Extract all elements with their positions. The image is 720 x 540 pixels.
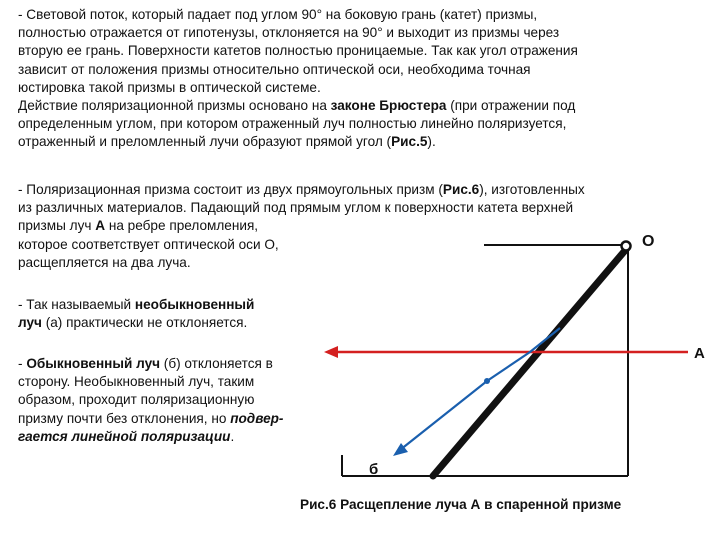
p1-line-3: вторую ее грань. Поверхности катетов полностью проницаемые. Так как угол отражения <box>18 43 578 59</box>
p1-line-8-start: отраженный и преломленный лучи образуют прямой угол ( <box>18 134 392 150</box>
label-b: б <box>369 461 379 478</box>
ray-a <box>324 346 688 358</box>
p2-line-1-end: ), изготовленных <box>479 182 585 197</box>
ray-b <box>393 328 560 456</box>
p3-end: (а) практически не отклоняется. <box>41 315 248 331</box>
ray-b-refraction-point <box>484 378 490 384</box>
ordinary-ray-term: Обыкновенный луч <box>26 356 161 371</box>
p4-line-2: сторону. Необыкновенный луч, таким <box>18 374 255 390</box>
p1-line-4: зависит от положения призмы относительно оптической оси, необходима точная <box>18 61 531 77</box>
p2-line-5: расщепляется на два луча. <box>18 254 191 270</box>
fig5-reference: Рис.5 <box>391 134 428 150</box>
p2-line-2: из различных материалов. Падающий под прямым углом к поверхности катета верхней <box>18 200 574 216</box>
extraordinary-term: необыкновенный <box>134 297 255 312</box>
p4-line-5-end: . <box>230 428 235 444</box>
optical-axis-dot <box>622 242 631 251</box>
p4-line-4-start: призму почти без отклонения, но <box>18 410 231 426</box>
prism-frame <box>342 245 628 476</box>
ray-a-arrowhead <box>324 346 338 358</box>
p2-line-3-end: на ребре преломления, <box>105 218 259 234</box>
ray-b-line <box>400 328 560 450</box>
p4-start: - <box>18 356 27 371</box>
p1-line-6-end: (при отражении под <box>446 98 576 114</box>
label-a: А <box>694 345 705 362</box>
brewster-law-term: законе Брюстера <box>330 98 447 114</box>
p3-start: - Так называемый <box>18 297 135 312</box>
p1-line-5: юстировка такой призмы в оптической системе. <box>18 79 321 95</box>
fig6-reference: Рис.6 <box>442 182 480 197</box>
p4-line-3: образом, проходит поляризационную <box>18 392 255 408</box>
p1-line-6-start: Действие поляризационной призмы основано на <box>18 98 331 114</box>
ray-term: луч <box>18 315 42 331</box>
ray-a-term: А <box>95 218 106 234</box>
polarization-term-2: гается линейной поляризации <box>18 428 231 444</box>
figure-caption: Рис.6 Расщепление луча А в спаренной призме <box>300 497 622 512</box>
p2-line-3-start: призмы луч <box>18 218 96 234</box>
prism-diagonal <box>433 247 628 476</box>
label-o: О <box>642 233 655 250</box>
p1-line-8-end: ). <box>427 134 436 150</box>
p1-line-2: полностью отражается от гипотенузы, отклоняется на 90° и выходит из призмы через <box>18 25 560 41</box>
p2-line-4: которое соответствует оптической оси О, <box>18 236 279 252</box>
p1-line-7: определенным углом, при котором отраженный луч полностью линейно поляризуется, <box>18 116 567 132</box>
p1-line-1: - Световой поток, который падает под углом 90° на боковую грань (катет) призмы, <box>18 7 538 22</box>
p4-line-1-end: (б) отклоняется в <box>160 356 273 371</box>
p2-line-1-start: - Поляризационная призма состоит из двух прямоугольных призм ( <box>18 182 443 197</box>
polarization-term-1: подвер- <box>230 410 284 426</box>
